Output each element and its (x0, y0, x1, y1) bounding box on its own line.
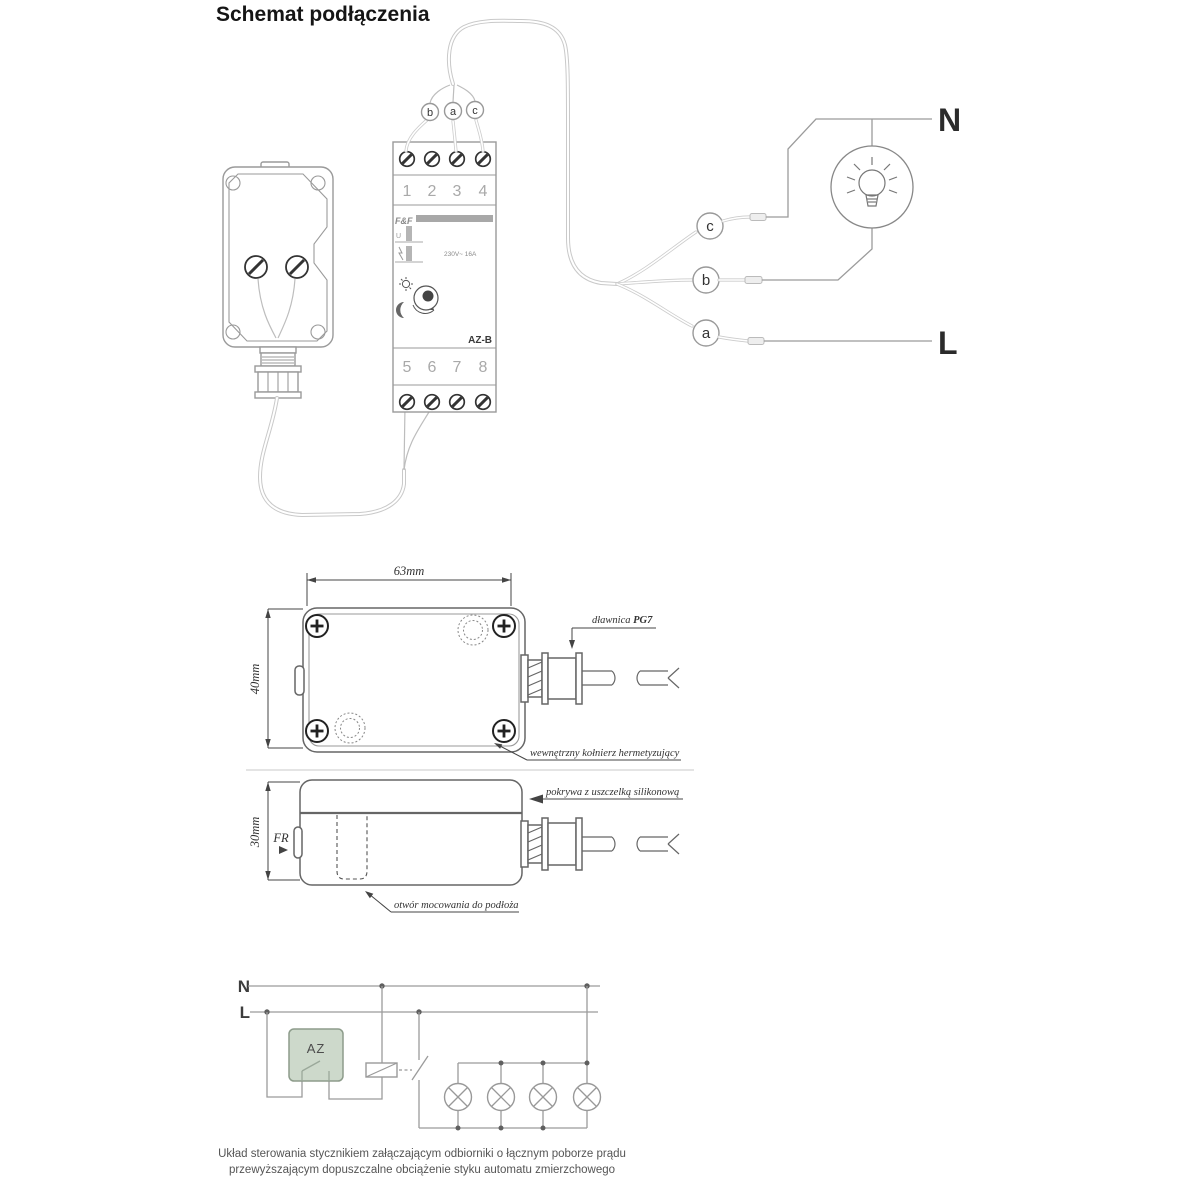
az-b-module (393, 142, 496, 412)
az-device-label: AZ (306, 1041, 326, 1056)
module-screw-2 (425, 152, 440, 167)
sensor-box-outline (223, 167, 333, 347)
lamp-symbol (831, 146, 913, 228)
neutral-label: N (938, 102, 962, 138)
module-screw-3 (450, 152, 465, 167)
dimension-side-view (248, 780, 683, 912)
svg-text:wewnętrzny kołnierz hermetyzuj: wewnętrzny kołnierz hermetyzujący (530, 748, 680, 759)
rating-label: 230V~ 16A (444, 251, 477, 258)
load-lamp-icon (488, 1084, 515, 1111)
svg-text:U: U (396, 233, 402, 240)
model-label: AZ-B (468, 335, 492, 346)
sensor-terminal-screw (286, 256, 308, 278)
az-device-box (289, 1029, 343, 1081)
gland-top-view (521, 653, 679, 704)
cover-screw (493, 615, 515, 637)
height-dim-label: 30mm (248, 816, 262, 848)
live-label: L (239, 1003, 250, 1022)
sensor-terminal-screw (245, 256, 267, 278)
dimension-width (307, 564, 511, 606)
cover-annotation (529, 787, 683, 804)
wire-tag-label: b (426, 107, 434, 119)
page-title: Schemat podłączenia (216, 3, 430, 26)
cover-screw (306, 615, 328, 637)
load-lamp-icon (445, 1084, 472, 1111)
terminal-number: 1 (402, 183, 412, 200)
enclosure-side-outline (300, 780, 522, 885)
wire-c-to-neutral (766, 119, 932, 217)
terminal-number: 7 (452, 359, 462, 376)
side-bump (294, 827, 302, 858)
module-screw-4 (476, 152, 491, 167)
sensor-cable (260, 398, 429, 515)
neutral-label: N (237, 977, 250, 996)
application-circuit (238, 977, 601, 1131)
dimension-top-view (248, 564, 681, 760)
contactor-contact (412, 1012, 428, 1128)
wire-ferrule (748, 338, 764, 345)
svg-text:otwór mocowania do podłoża: otwór mocowania do podłoża (394, 900, 519, 911)
module-top-wires (406, 85, 484, 151)
module-screw-5 (400, 395, 415, 410)
terminal-number: 2 (427, 183, 437, 200)
side-bump (295, 666, 304, 695)
front-marker-arrow (279, 846, 288, 854)
module-screw-6 (425, 395, 440, 410)
sensor-wire-to-terminal-5 (404, 406, 405, 470)
wire-tag-label: c (472, 105, 478, 117)
terminal-number: 4 (478, 183, 488, 200)
gland-side-view (521, 818, 679, 870)
wire-b-to-lamp (762, 228, 872, 280)
load-lamp-icon (574, 1084, 601, 1111)
circuit-caption-line1: Układ sterowania stycznikiem załączającym odbiorniki o łącznym poborze prądu (218, 1148, 626, 1160)
terminal-number: 8 (478, 359, 488, 376)
terminal-number: 3 (452, 183, 462, 200)
contactor-coil (366, 1063, 397, 1077)
mounting-hole-annotation (365, 891, 519, 912)
wire-ferrule (745, 277, 762, 284)
width-dim-label: 63mm (393, 564, 425, 578)
svg-text:pokrywa z uszczelką silikonową: pokrywa z uszczelką silikonową (546, 787, 680, 798)
front-marker-label: FR (273, 831, 289, 845)
load-lamp-icon (530, 1084, 557, 1111)
sensor-wire-to-terminal-6 (404, 412, 429, 470)
circuit-caption-line2: przewyższającym dopuszczalne obciążenie styku automatu zmierzchowego (228, 1164, 616, 1176)
module-screw-7 (450, 395, 465, 410)
terminal-number: 5 (402, 359, 412, 376)
height-dim-label: 40mm (248, 663, 262, 695)
light-sensor-box (223, 162, 333, 398)
face-bar (416, 215, 493, 222)
wire-ferrule (750, 214, 766, 221)
module-screw-8 (476, 395, 491, 410)
wire-tag-label: c (706, 218, 714, 235)
wire-tag-label: a (449, 106, 457, 118)
gland-annotation (569, 615, 656, 649)
wire-tag-label: a (701, 325, 711, 342)
wire-tag-label: b (701, 272, 711, 289)
sensor-cable-gland (255, 347, 301, 398)
svg-text:dławnica PG7: dławnica PG7 (592, 615, 653, 626)
live-label: L (938, 325, 958, 361)
cover-screw (306, 720, 328, 742)
enclosure-top-outline (303, 608, 525, 752)
module-screw-1 (400, 152, 415, 167)
brand-logo: F&F (395, 216, 413, 226)
cover-screw (493, 720, 515, 742)
terminal-number: 6 (427, 359, 437, 376)
output-wires (617, 119, 932, 346)
